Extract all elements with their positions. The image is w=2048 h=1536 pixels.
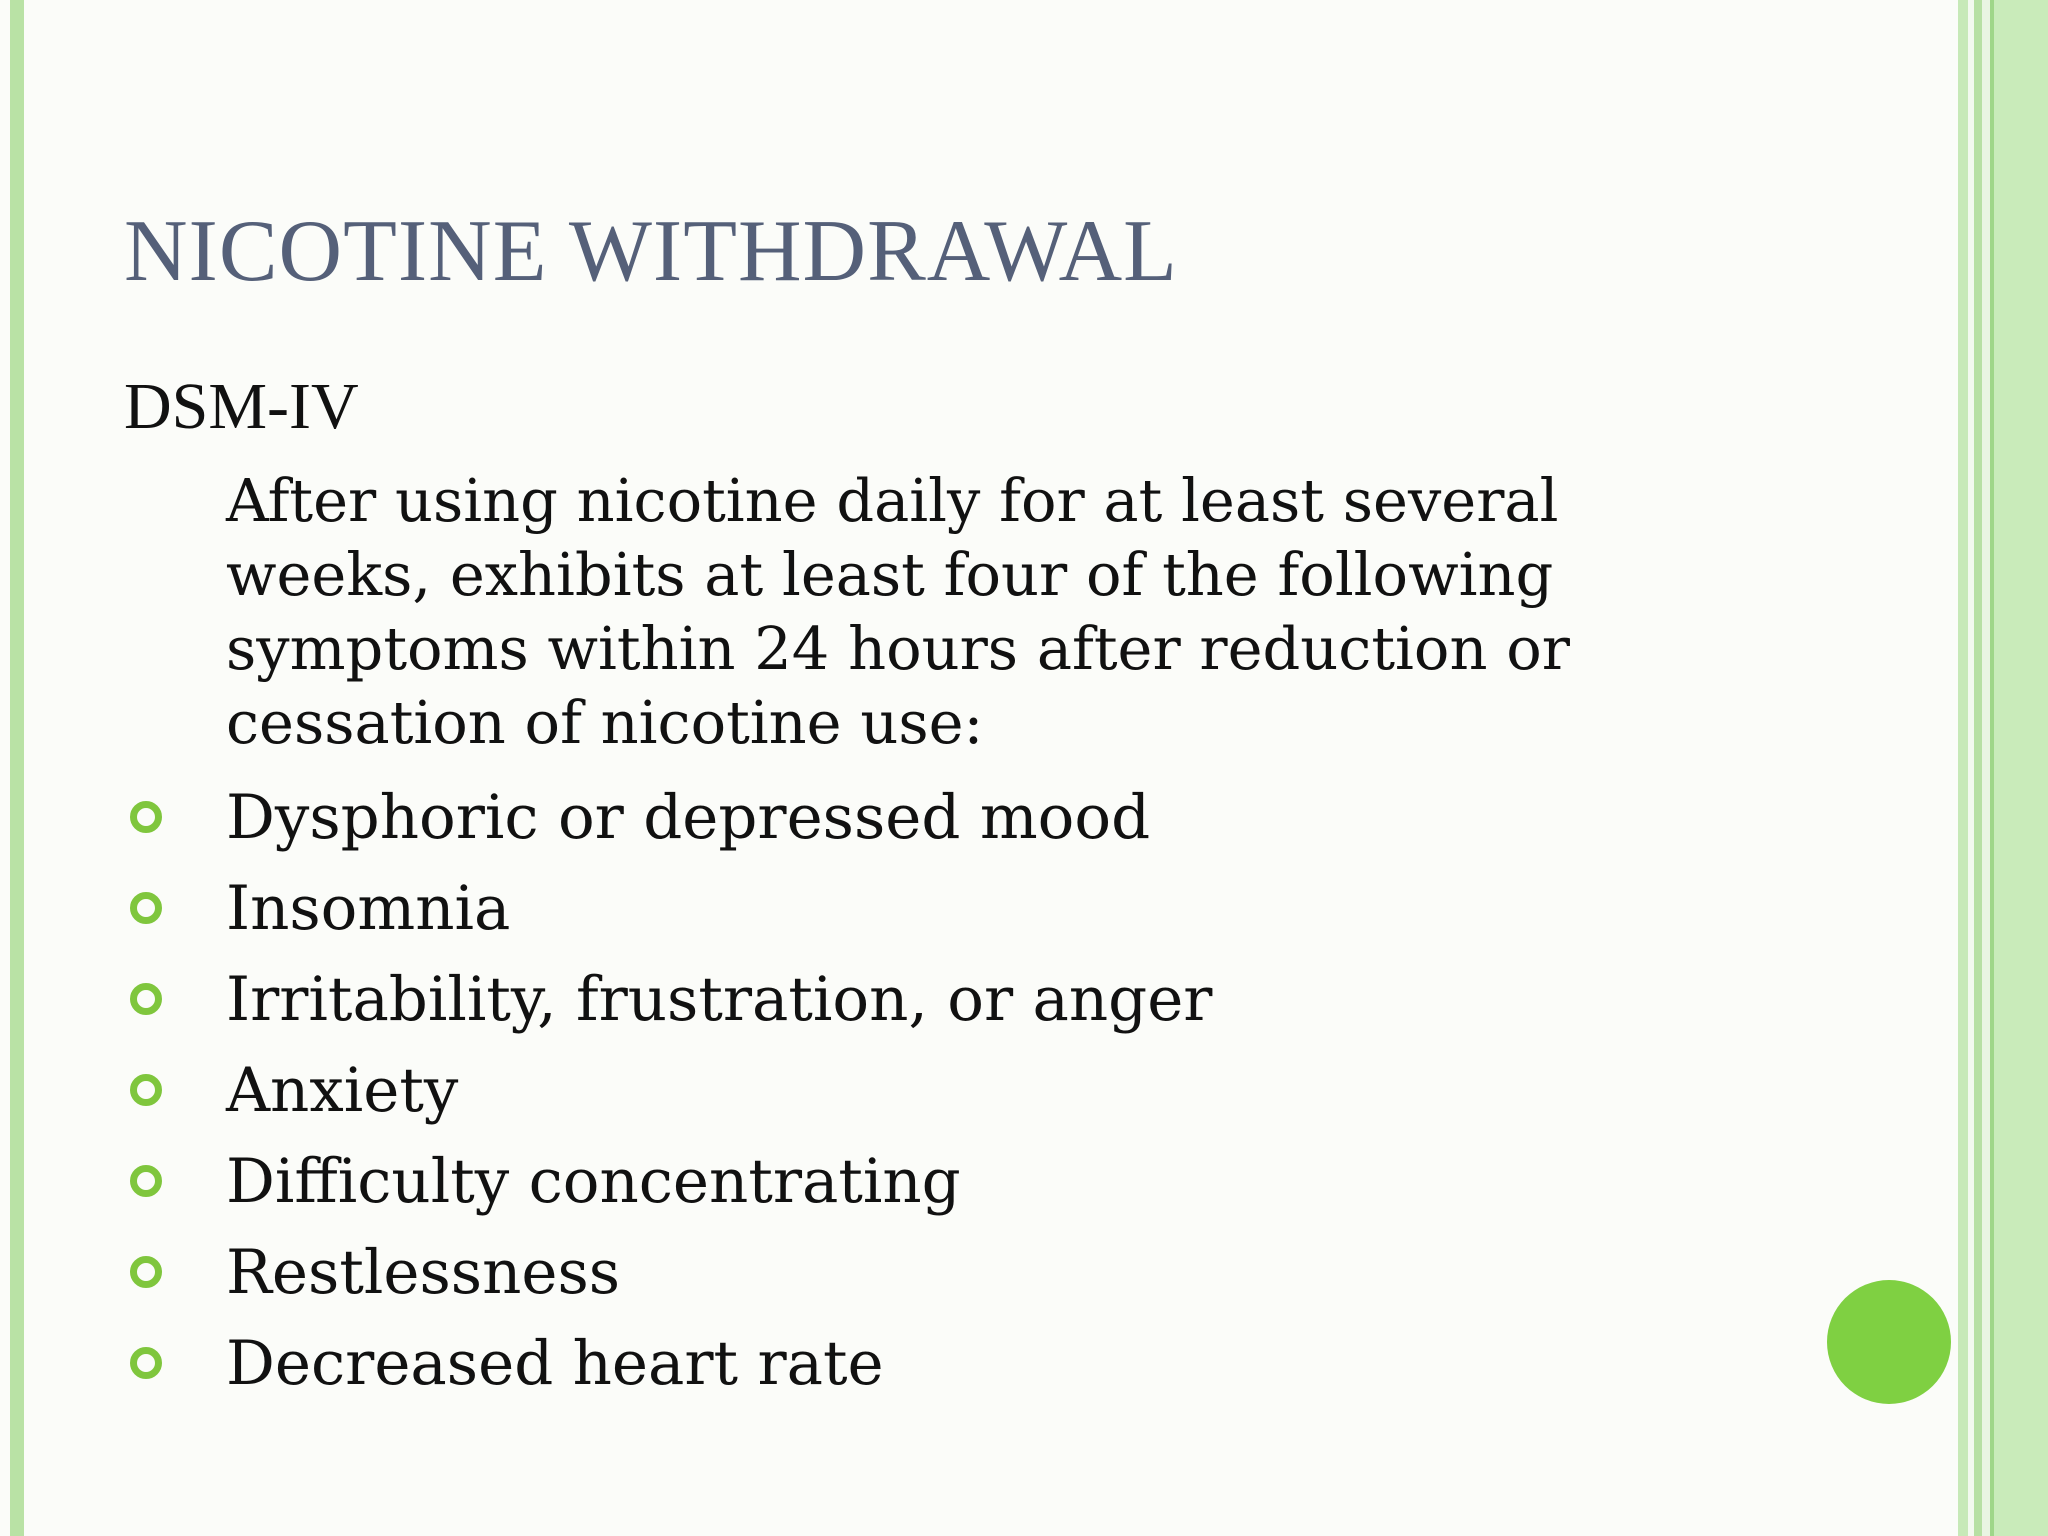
right-border-stripe (1974, 0, 1982, 1536)
list-item-text: Decreased heart rate (226, 1328, 884, 1399)
list-item (0, 863, 1700, 954)
list-item (0, 1318, 1700, 1409)
intro-paragraph: After using nicotine daily for at least several weeks, exhibits at least four of the following symptoms within 24 hours after reduction or cessation of nicotine use: (226, 466, 1570, 757)
symptom-list (0, 772, 1700, 1409)
ring-bullet-icon (130, 1256, 162, 1288)
right-border-stripe (1958, 0, 1968, 1536)
list-item-text: Dysphoric or depressed mood (226, 782, 1151, 853)
slide-subtitle: DSM-IV (124, 370, 359, 443)
list-item-text: Insomnia (226, 873, 511, 944)
right-border-stripe (1994, 0, 2048, 1536)
ring-bullet-icon (130, 892, 162, 924)
list-item-text: Restlessness (226, 1237, 621, 1308)
decorative-green-circle (1827, 1280, 1951, 1404)
list-item-text: Irritability, frustration, or anger (226, 964, 1213, 1035)
ring-bullet-icon (130, 1074, 162, 1106)
list-item (0, 954, 1700, 1045)
list-item (0, 772, 1700, 863)
list-item (0, 1045, 1700, 1136)
ring-bullet-icon (130, 983, 162, 1015)
list-item (0, 1227, 1700, 1318)
list-item-text: Difficulty concentrating (226, 1146, 961, 1217)
ring-bullet-icon (130, 801, 162, 833)
slide-title: NICOTINE WITHDRAWAL (124, 203, 1178, 300)
ring-bullet-icon (130, 1165, 162, 1197)
right-border-stripe (1982, 0, 1990, 1536)
ring-bullet-icon (130, 1347, 162, 1379)
list-item (0, 1136, 1700, 1227)
list-item-text: Anxiety (226, 1055, 459, 1126)
